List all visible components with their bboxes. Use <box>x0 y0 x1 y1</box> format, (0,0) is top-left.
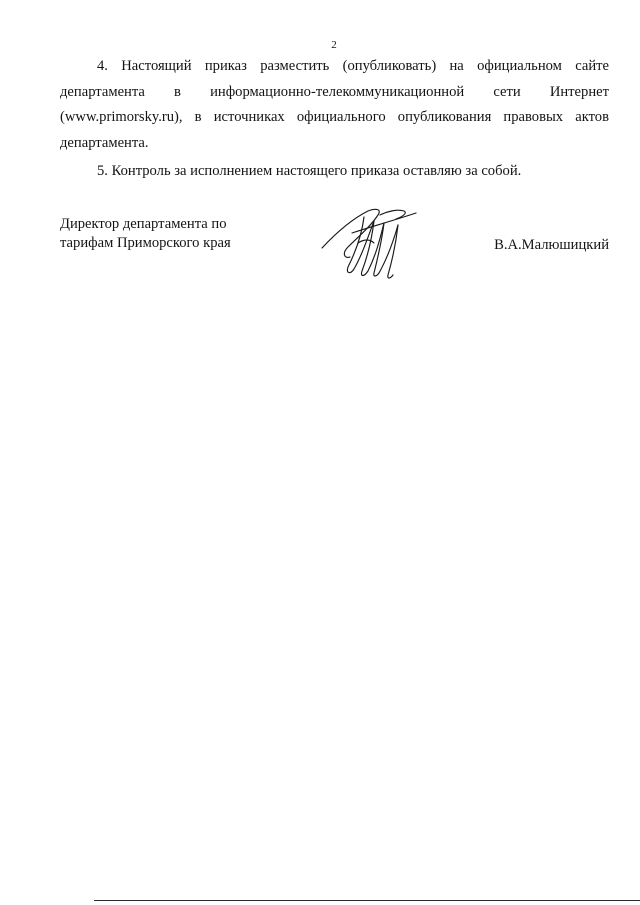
document-body <box>60 54 609 185</box>
paragraph-5: 5. Контроль за исполнением настоящего приказа оставляю за собой. <box>97 163 522 179</box>
signer-position <box>60 215 290 253</box>
scan-edge-divider <box>94 900 640 901</box>
signer-position-line-2: тарифам Приморского края <box>60 235 231 251</box>
signature-block <box>60 215 609 285</box>
signer-position-line-1: Директор департамента по <box>60 216 227 232</box>
page-number: 2 <box>331 39 337 51</box>
handwritten-signature-icon <box>318 203 428 283</box>
signer-name: В.А.Малюшицкий <box>494 237 609 253</box>
paragraph-4: 4. Настоящий приказ разместить (опубликовать) на официальном сайте департамента в информационно-телекоммуникационной сети Интернет (www.primorsky.ru), в источниках официального опубликования правовых актов департамента. <box>60 58 609 151</box>
